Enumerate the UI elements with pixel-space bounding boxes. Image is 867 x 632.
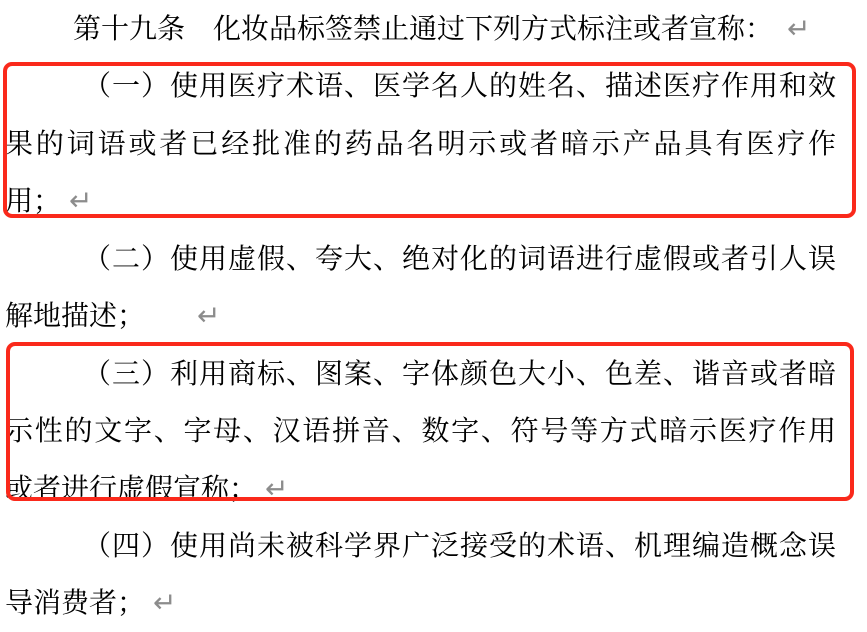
item-4-line-2-text: 导消费者； xyxy=(5,587,146,619)
paragraph-mark-icon: ↵ xyxy=(69,185,93,217)
item-1-line-3 xyxy=(5,172,836,229)
article-19-heading-line xyxy=(5,0,836,57)
item-4-line-1 xyxy=(5,517,836,574)
item-2-line-2-text: 解地描述； xyxy=(5,300,146,332)
item-3-line-3-text: 或者进行虚假宣称； xyxy=(5,472,258,504)
paragraph-mark-icon: ↵ xyxy=(787,13,811,44)
item-1-line-1 xyxy=(5,57,836,114)
item-2-line-1 xyxy=(5,230,836,287)
paragraph-mark-icon: ↵ xyxy=(265,472,289,504)
paragraph-mark-icon: ↵ xyxy=(153,587,177,619)
item-1-line-3-text: 用； xyxy=(5,185,62,217)
article-19-heading-text: 第十九条 化妆品标签禁止通过下列方式标注或者宣称： xyxy=(73,13,774,44)
item-2-line-2 xyxy=(5,287,836,344)
item-4-line-1-text: （四）使用尚未被科学界广泛接受的术语、机理编造概念误 xyxy=(83,529,836,561)
item-3-line-1 xyxy=(5,345,836,402)
paragraph-mark-icon: ↵ xyxy=(197,300,221,332)
item-3-line-2 xyxy=(5,402,836,459)
item-3-line-2-text: 示性的文字、字母、汉语拼音、数字、符号等方式暗示医疗作用 xyxy=(5,415,836,447)
item-3-line-3 xyxy=(5,460,836,517)
item-1-line-1-text: （一）使用医疗术语、医学名人的姓名、描述医疗作用和效 xyxy=(83,70,836,102)
document-text xyxy=(5,0,836,632)
item-1-line-2-text: 果的词语或者已经批准的药品名明示或者暗示产品具有医疗作 xyxy=(5,127,836,159)
item-4-line-2 xyxy=(5,574,836,631)
item-1-line-2 xyxy=(5,115,836,172)
item-3-line-1-text: （三）利用商标、图案、字体颜色大小、色差、谐音或者暗 xyxy=(83,357,836,389)
item-2-line-1-text: （二）使用虚假、夸大、绝对化的词语进行虚假或者引人误 xyxy=(83,242,836,274)
